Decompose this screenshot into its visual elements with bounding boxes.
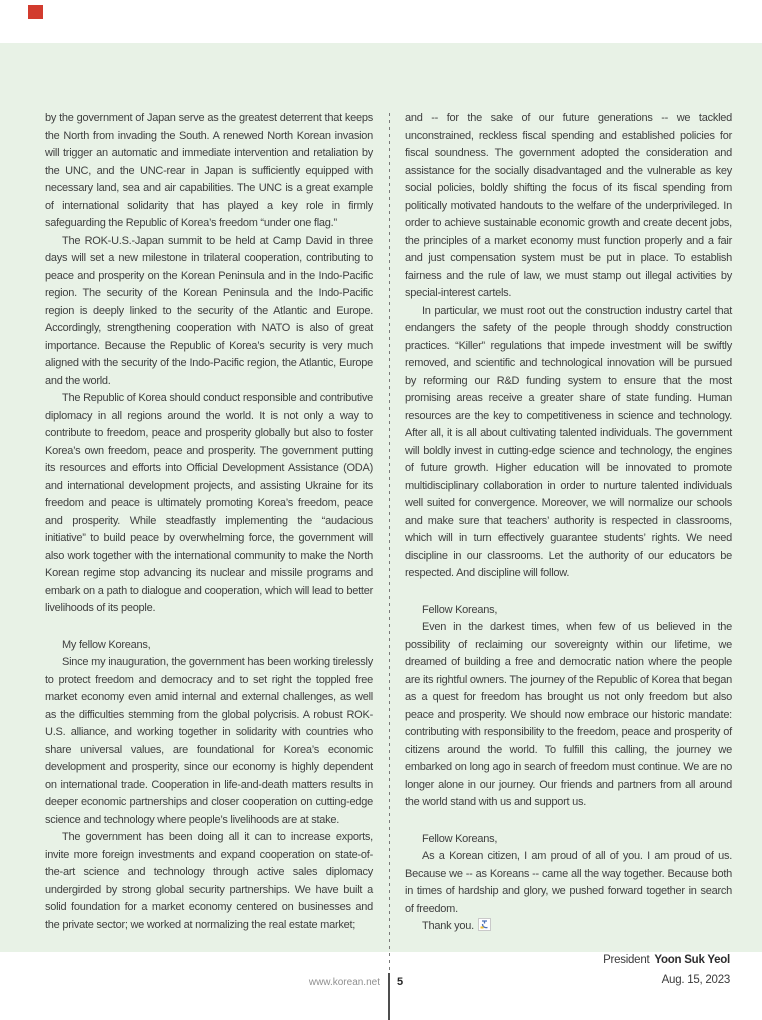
paragraph: In particular, we must root out the construction industry cartel that endangers the safety of the people through shoddy construction practices. “Killer” regulations that impede investment will be swiftly removed, and scientific and technological innovation will be pursued by reforming our R&D funding system to ensure that the most promising areas receive a greater share of state funding. Human resources are the key to competitiveness in science and technology. After all, it is all about cultivating talented individuals. The government will boldly invest in cutting-edge science and technology, the engines of future growth. Higher education will be innovated to promote multidisciplinary collaboration in order to nurture talented individuals well suited for convergence. Moreover, we will normalize our schools and make sure that teachers’ authority is respected in classrooms, which will in turn effectively guarantee students’ rights. We need discipline in our classrooms. Let the authority of our educators be respected. And discipline will follow. (405, 304, 732, 579)
paragraph: Thank you. (405, 918, 732, 936)
paragraph: As a Korean citizen, I am proud of all of you. I am proud of us. Because we -- as Koreans -- came all the way together. Because both in times of hardship and glory, we pushed forward together in search of freedom. (405, 850, 732, 915)
right-column (405, 110, 732, 990)
paragraph: Fellow Koreans, (422, 832, 498, 845)
signature-date: Aug. 15, 2023 (661, 973, 730, 986)
paragraph: The Republic of Korea should conduct responsible and contributive diplomacy in all regions around the world. It is not only a way to contribute to freedom, peace and prosperity globally but also to foster Korea’s own freedom, peace and prosperity. The government putting its resources and efforts into Official Development Assistance (ODA) and international development projects, and assisting Ukraine for its freedom and peace is ultimately promoting Korea’s freedom, peace and prosperity. While steadfastly implementing the “audacious initiative” to build peace by overwhelming force, the government will also work together with the international community to make the North Korean regime stop advancing its nuclear and missile programs and embark on a path to dialogue and cooperation, which will lead to better livelihoods of its people. (45, 392, 373, 614)
column-divider (389, 113, 390, 991)
signature-block (405, 950, 732, 990)
paragraph: by the government of Japan serve as the greatest deterrent that keeps the North from invading the South. A renewed North Korean invasion will trigger an automatic and immediate intervention and retaliation by the UNC, and the UNC-rear in Japan is sufficiently equipped with necessary land, sea and air capabilities. The UNC is a great example of international solidarity that has played a key role in firmly safeguarding the Republic of Korea’s freedom “under one flag.” (45, 112, 373, 229)
footer-page-number: 5 (397, 976, 404, 988)
page-marker-tab (28, 5, 43, 19)
footer-divider-bar (388, 973, 390, 1020)
signature-line (405, 950, 730, 970)
signature-name: Yoon Suk Yeol (654, 953, 730, 966)
paragraph: The ROK-U.S.-Japan summit to be held at Camp David in three days will set a new milestone in trilateral cooperation, contributing to peace and prosperity on the Korean Peninsula and in the Indo-Pacific region. The security of the Korean Peninsula and the Indo-Pacific region is deeply linked to the security of the Atlantic and Europe. Accordingly, strengthening cooperation with NATO is also of great importance. Because the Republic of Korea’s security is very much aligned with the security of the Indo-Pacific region, the Atlantic, Europe and the world. (45, 234, 373, 387)
left-column-paragraphs (45, 110, 373, 934)
right-column-paragraphs (405, 110, 732, 936)
paragraph: and -- for the sake of our future generations -- we tackled unconstrained, reckless fiscal spending and established policies for fiscal soundness. The government adopted the consideration and assistance for the socially disadvantaged and the vulnerable as key social policies, boldly shifting the focus of its fiscal spending from politically motivated handouts to the welfare of the underprivileged. In order to achieve sustainable economic growth and create decent jobs, the principles of a market economy must function properly and a fair and just compensation system must be put in place. To establish fairness and the rule of law, we must stamp out illegal activities by special-interest cartels. (405, 112, 732, 299)
signature-title: President (603, 953, 650, 966)
left-column (45, 110, 373, 934)
paragraph: My fellow Koreans, (62, 638, 151, 651)
paragraph: The government has been doing all it can to increase exports, invite more foreign investments and expand cooperation on state-of-the-art science and technology through active sales diplomacy undergirded by strong global security partnerships. We have built a solid foundation for a market economy centered on businesses and the private sector; we worked at normalizing the real estate market; (45, 831, 373, 931)
korean-net-logo-icon (478, 918, 491, 931)
footer-url: www.korean.net (308, 977, 380, 988)
paragraph: Fellow Koreans, (422, 603, 498, 616)
paragraph: Even in the darkest times, when few of us believed in the possibility of reclaiming our sovereignty within our lifetime, we dreamed of building a free and democratic nation where the people are its rightful owners. The journey of the Republic of Korea that began as a quest for freedom has brought us not only freedom but also peace and prosperity. We should now embrace our historic mandate: contributing with responsibility to the freedom, peace and prosperity of citizens around the world. To fulfill this calling, the journey we embarked on long ago in search of freedom must continue. We are no longer alone in our journey. Our friends and partners from all around the world stand with us and support us. (405, 621, 732, 808)
paragraph: Since my inauguration, the government has been working tirelessly to protect freedom and democracy and to set right the toppled free market economy even amid internal and external challenges, as well as the difficulties stemming from the global polycrisis. A robust ROK-U.S. alliance, and working together in solidarity with countries who share universal values, are foundational for Korea’s economic development and prosperity, since our economy is highly dependent on international trade. Cooperation in life-and-death matters results in deeper economic partnerships and closer cooperation on cutting-edge science and technology where people’s livelihoods are at stake. (45, 656, 373, 826)
